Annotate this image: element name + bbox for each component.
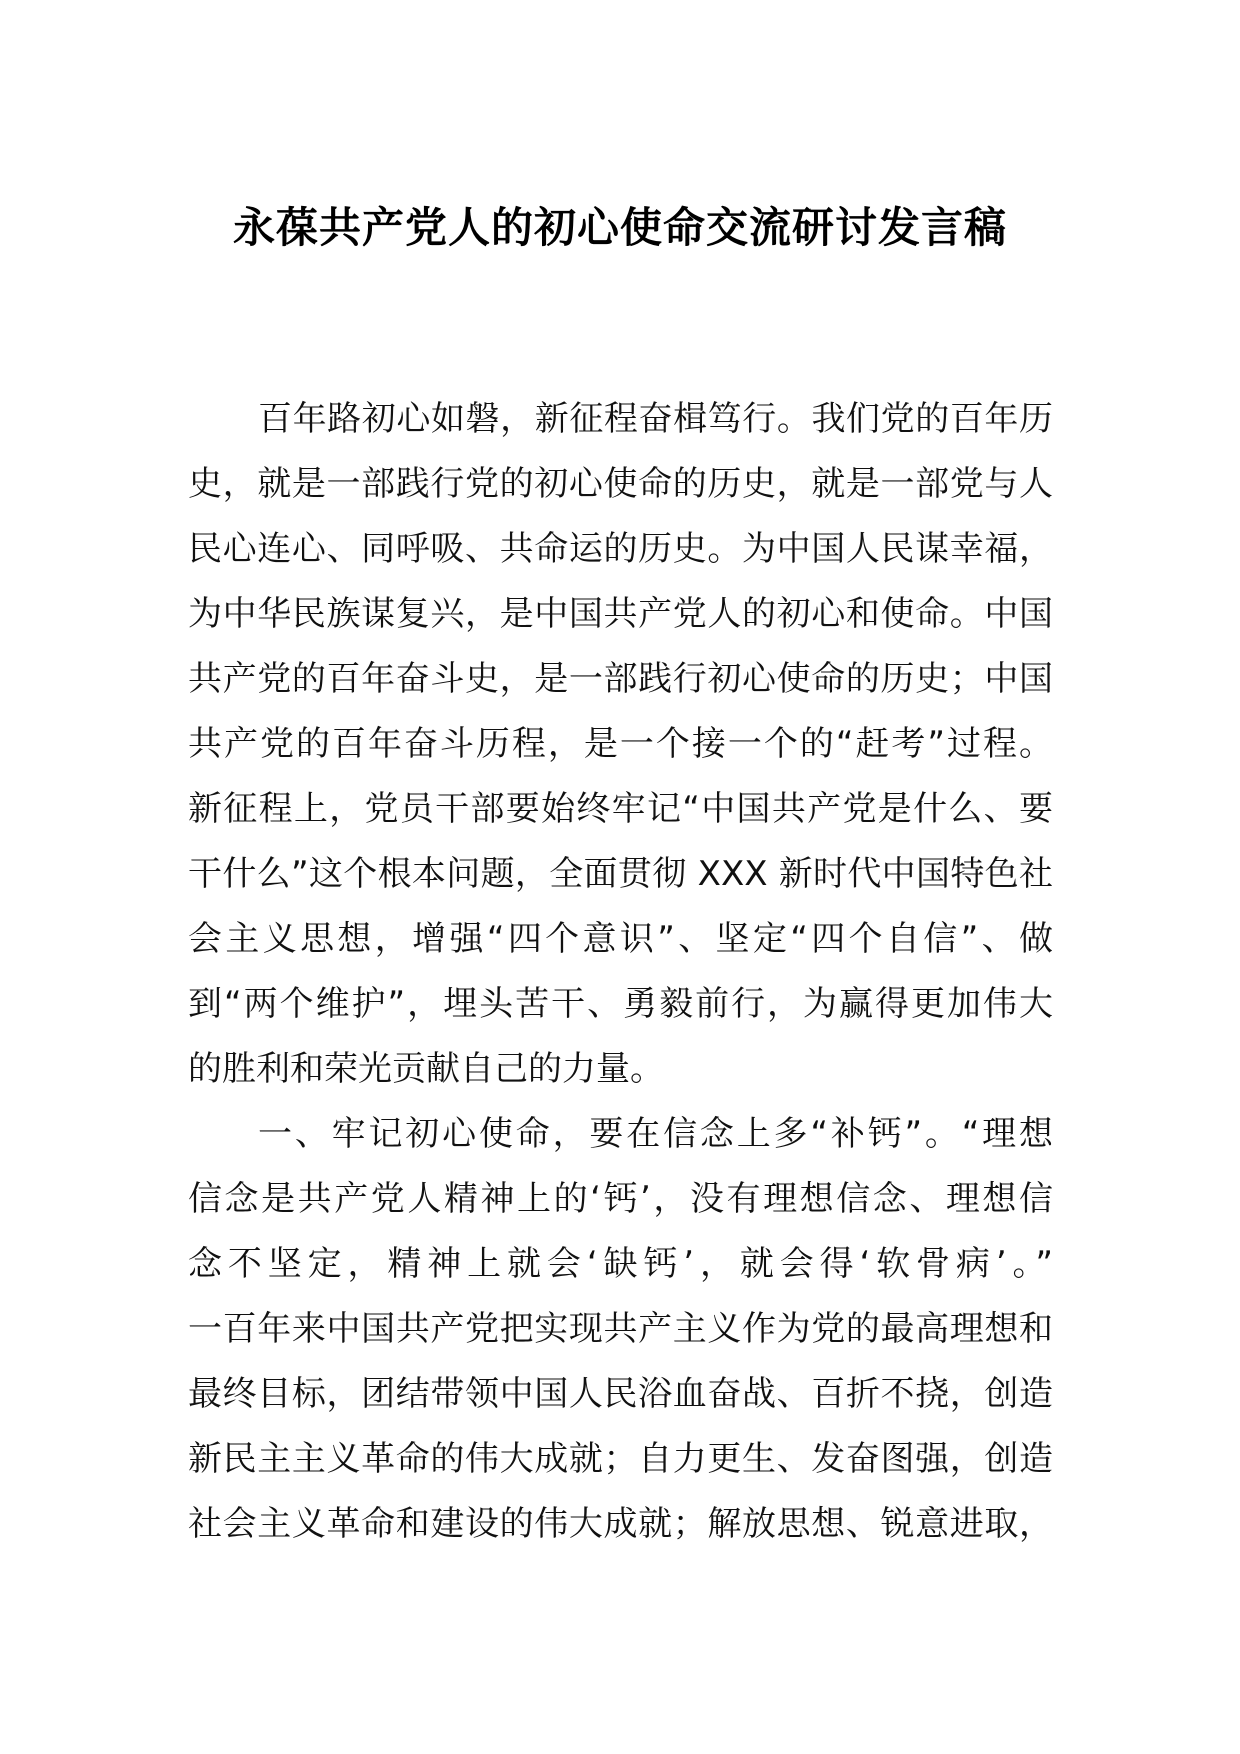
text-line: 共产党的百年奋斗史，是一部践行初心使命的历史；中国 (188, 659, 1053, 699)
text-line: 百年路初心如磐，新征程奋楫笃行。我们党的百年历 (258, 399, 1053, 439)
text-line: 新征程上，党员干部要始终牢记“中国共产党是什么、要 (188, 789, 1053, 829)
text-line: 新民主主义革命的伟大成就；自力更生、发奋图强，创造 (188, 1439, 1053, 1479)
text-line: 的胜利和荣光贡献自己的力量。 (188, 1049, 664, 1089)
paragraph-section-one (188, 1102, 1053, 1557)
text-line: 到“两个维护”，埋头苦干、勇毅前行，为赢得更加伟大 (188, 984, 1053, 1024)
text-line: 社会主义革命和建设的伟大成就；解放思想、锐意进取， (188, 1504, 1053, 1544)
text-line: 共产党的百年奋斗历程，是一个接一个的“赶考”过程。 (188, 724, 1053, 764)
document-body (188, 387, 1053, 1557)
text-line: 为中华民族谋复兴，是中国共产党人的初心和使命。中国 (188, 594, 1053, 634)
text-line: 史，就是一部践行党的初心使命的历史，就是一部党与人 (188, 464, 1053, 504)
text-line: 念不坚定，精神上就会‘缺钙’，就会得‘软骨病’。” (188, 1244, 1053, 1284)
paragraph-intro (188, 387, 1053, 1102)
text-line: 会主义思想，增强“四个意识”、坚定“四个自信”、做 (188, 919, 1053, 959)
text-line: 一百年来中国共产党把实现共产主义作为党的最高理想和 (188, 1309, 1053, 1349)
text-line: 最终目标，团结带领中国人民浴血奋战、百折不挠，创造 (188, 1374, 1053, 1414)
text-line: 信念是共产党人精神上的‘钙’，没有理想信念、理想信 (188, 1179, 1053, 1219)
document-title: 永葆共产党人的初心使命交流研讨发言稿 (232, 203, 1007, 252)
text-line: 干什么”这个根本问题，全面贯彻 XXX 新时代中国特色社 (188, 854, 1053, 894)
text-line: 一、牢记初心使命，要在信念上多“补钙”。“理想 (258, 1114, 1053, 1154)
text-line: 民心连心、同呼吸、共命运的历史。为中国人民谋幸福， (188, 529, 1053, 569)
